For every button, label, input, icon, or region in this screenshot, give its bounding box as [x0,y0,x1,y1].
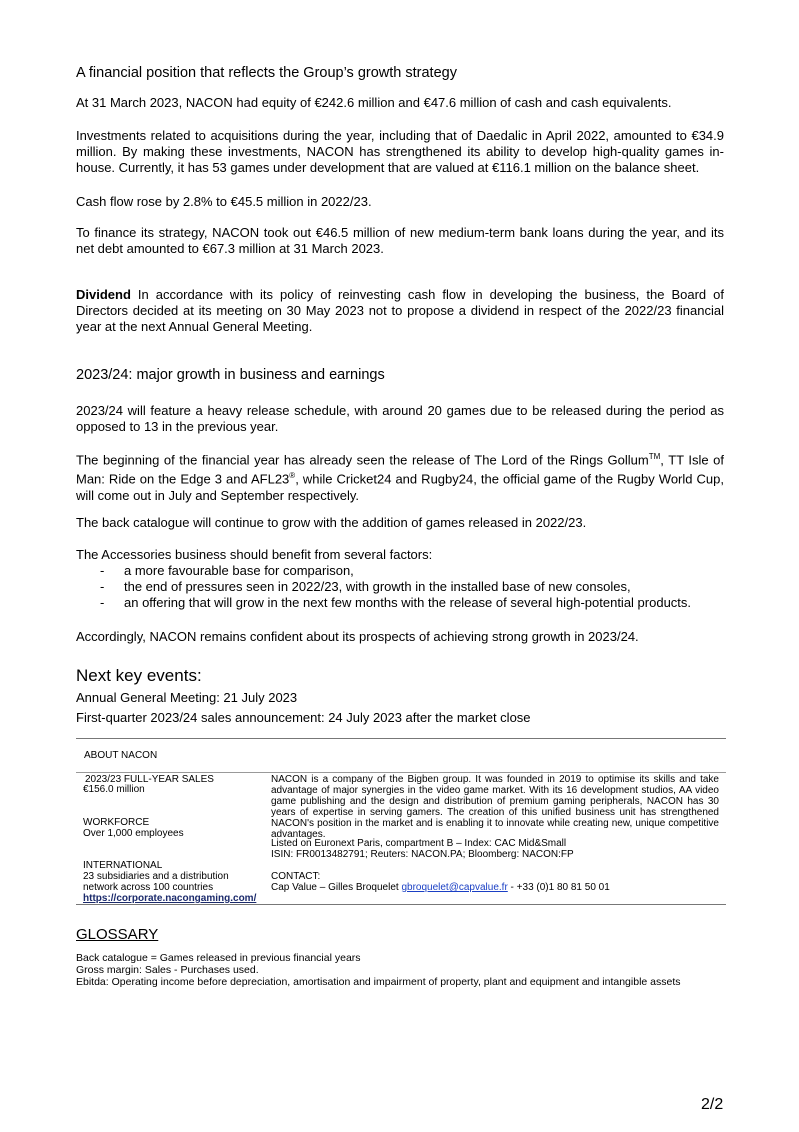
section-heading-outlook: 2023/24: major growth in business and earnings [76,367,385,383]
sales-label: 2023/23 FULL-YEAR SALES [85,774,214,785]
dividend-label: Dividend [76,287,131,302]
glossary-title: GLOSSARY [76,926,159,943]
paragraph-cash-flow: Cash flow rose by 2.8% to €45.5 million in 2022/23. [76,194,372,209]
list-item: - a more favourable base for comparison, [100,563,354,578]
paragraph-accessories: The Accessories business should benefit from several factors: [76,547,433,562]
events-heading: Next key events: [76,666,202,685]
section-heading-financial-position: A financial position that reflects the Group’s growth strategy [76,65,457,81]
about-description: NACON is a company of the Bigben group. It was founded in 2019 to optimise its skills and take advantage of major synergies in the video game market. With its 16 development studios, AA video game publishing and the design and distribution of premium gaming peripherals, NACON has 30 years of expertise in serving gamers. The creation of this unified business unit has strengthened NACON's position in the market and is enabling it to innovate while creating new, unique competitive advantages. [271,774,719,840]
bullet-dash: - [100,563,105,578]
event-q1-sales: First-quarter 2023/24 sales announcement: 24 July 2023 after the market close [76,710,531,725]
contact-line [271,882,610,893]
releases-text-a: The beginning of the financial year has already seen the release of The Lord of the Rings Gollum [76,452,649,468]
releases-text-b: , TT Isle of Man: Ride on the Edge 3 and AFL23 [76,452,724,487]
glossary-item: Gross margin: Sales - Purchases used. [76,964,259,976]
paragraph-financing: To finance its strategy, NACON took out €46.5 million of new medium-term bank loans during the year, and its net debt amounted to €67.3 million at 31 March 2023. [76,225,724,256]
about-title: ABOUT NACON [84,750,158,761]
workforce-value: Over 1,000 employees [83,828,184,839]
contact-email-link[interactable]: gbroquelet@capvalue.fr [401,882,508,893]
event-agm: Annual General Meeting: 21 July 2023 [76,690,298,705]
about-divider [76,772,726,773]
bullet-dash: - [100,595,105,610]
sales-value: €156.0 million [83,784,145,795]
accessories-factors-list [76,563,724,611]
list-item: - the end of pressures seen in 2022/23, with growth in the installed base of new consoles, [100,579,631,594]
trademark-mark: TM [648,452,661,461]
releases-text-c: , while Cricket24 and Rugby24, the official game of the Rugby World Cup, will come out in July and September respectively. [76,471,724,503]
paragraph-confidence: Accordingly, NACON remains confident about its prospects of achieving strong growth in 2023/24. [76,629,639,644]
list-item: - an offering that will grow in the next few months with the release of several high-potential products. [100,595,692,610]
dividend-text: In accordance with its policy of reinvesting cash flow in developing the business, the Board of Directors decided at its meeting on 30 May 2023 not to propose a dividend in respect of the 2022/23 financial year at the next Annual General Meeting. [76,287,724,334]
paragraph-release-schedule: 2023/24 will feature a heavy release schedule, with around 20 games due to be released during the period as opposed to 13 in the previous year. [76,403,724,434]
glossary-item: Ebitda: Operating income before depreciation, amortisation and impairment of property, plant and equipment and intangible assets [76,976,681,988]
paragraph-releases [76,449,724,504]
isin-info: ISIN: FR0013482791; Reuters: NACON.PA; Bloomberg: NACON:FP [271,849,574,860]
paragraph-dividend [76,287,724,335]
about-nacon-box [76,738,726,905]
contact-label: CONTACT: [271,871,321,882]
contact-phone: - +33 (0)1 80 81 50 01 [507,882,610,893]
paragraph-back-catalogue: The back catalogue will continue to grow with the addition of games released in 2022/23. [76,515,587,530]
contact-name: Cap Value – Gilles Broquelet [271,882,402,893]
paragraph-equity: At 31 March 2023, NACON had equity of €242.6 million and €47.6 million of cash and cash equivalents. [76,95,672,110]
glossary-item: Back catalogue = Games released in previous financial years [76,952,361,964]
international-label: INTERNATIONAL [83,860,163,871]
website-link[interactable]: https://corporate.nacongaming.com/ [83,893,257,904]
registered-mark: ® [289,471,296,481]
bullet-dash: - [100,579,105,594]
paragraph-investments: Investments related to acquisitions during the year, including that of Daedalic in April 2022, amounted to €34.9 million. By making these investments, NACON has strengthened its ability to develop high-quality games in-house. Currently, it has 53 games under development that are valued at €116.1 million on the balance sheet. [76,128,724,175]
workforce-label: WORKFORCE [83,817,150,828]
listing-info: Listed on Euronext Paris, compartment B – Index: CAC Mid&Small [271,838,567,849]
international-value: 23 subsidiaries and a distribution network across 100 countries [83,871,229,893]
page-number: 2/2 [701,1096,724,1113]
glossary [76,926,681,988]
